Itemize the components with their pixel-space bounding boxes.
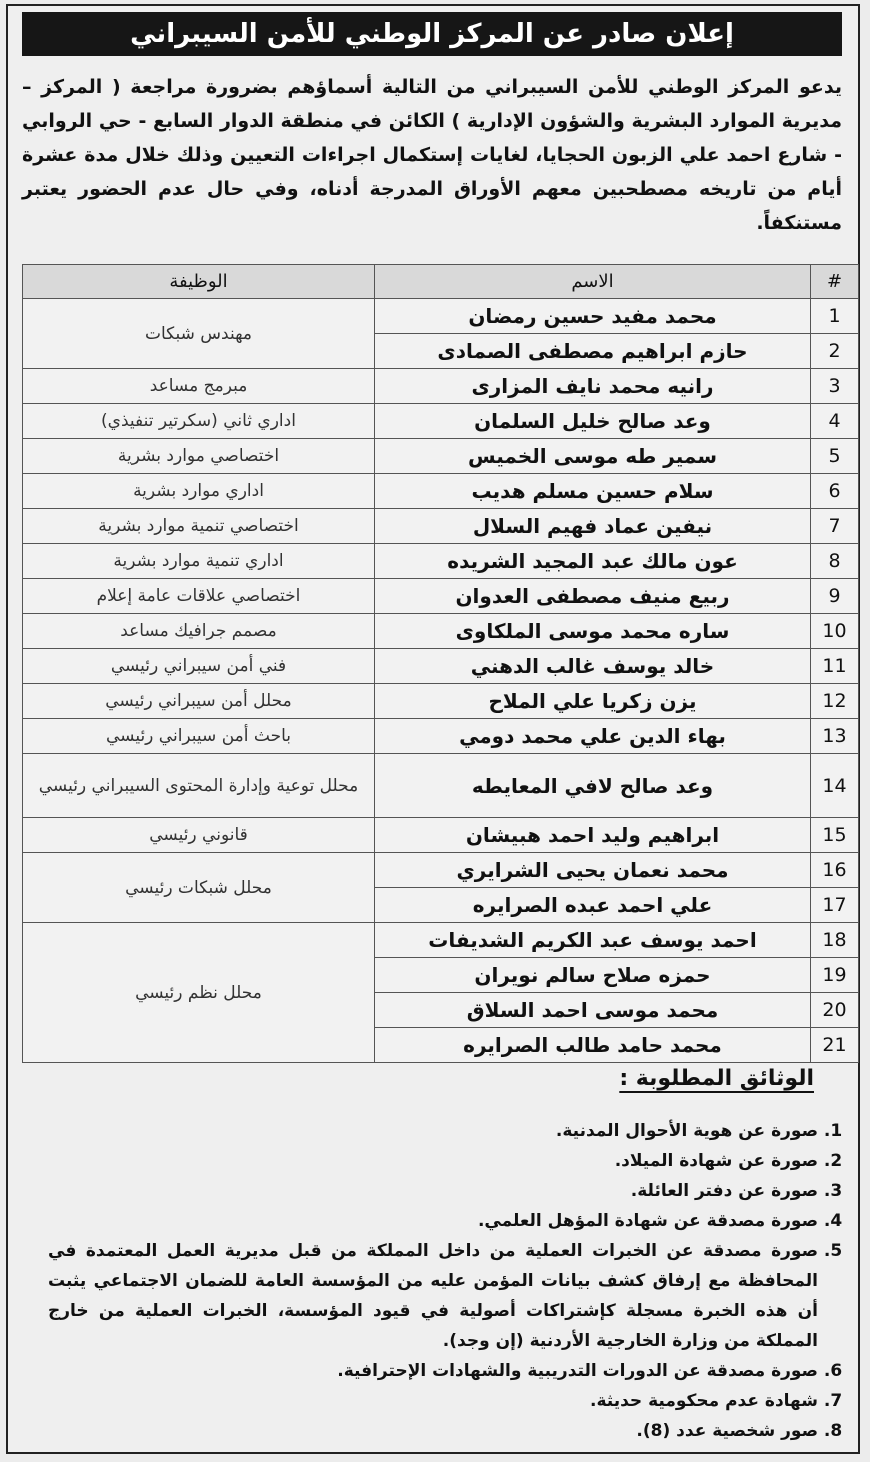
job-title: محلل توعية وإدارة المحتوى السيبراني رئيسي xyxy=(23,754,375,818)
candidate-name: محمد موسى احمد السلاق xyxy=(375,993,811,1028)
table-row xyxy=(23,853,859,888)
table-row xyxy=(23,754,859,818)
candidate-name: خالد يوسف غالب الدهني xyxy=(375,649,811,684)
candidate-name: سلام حسين مسلم هديب xyxy=(375,474,811,509)
table-row xyxy=(23,818,859,853)
job-title: محلل أمن سيبراني رئيسي xyxy=(23,684,375,719)
document-item: 8. صور شخصية عدد (8). xyxy=(48,1416,818,1446)
announcement-frame xyxy=(6,4,860,1454)
row-number: 10 xyxy=(811,614,859,649)
announcement-title: إعلان صادر عن المركز الوطني للأمن السيبراني xyxy=(22,12,842,56)
header-name: الاسم xyxy=(375,265,811,299)
document-item: 6. صورة مصدقة عن الدورات التدريبية والشهادات الإحترافية. xyxy=(48,1356,818,1386)
table-row xyxy=(23,509,859,544)
candidate-name: حازم ابراهيم مصطفى الصمادى xyxy=(375,334,811,369)
job-title: اختصاصي علاقات عامة إعلام xyxy=(23,579,375,614)
row-number: 14 xyxy=(811,754,859,818)
job-title: اختصاصي موارد بشرية xyxy=(23,439,375,474)
candidate-name: عون مالك عبد المجيد الشريده xyxy=(375,544,811,579)
row-number: 19 xyxy=(811,958,859,993)
row-number: 2 xyxy=(811,334,859,369)
table-row xyxy=(23,719,859,754)
candidate-name: يزن زكريا علي الملاح xyxy=(375,684,811,719)
document-item: 4. صورة مصدقة عن شهادة المؤهل العلمي. xyxy=(48,1206,818,1236)
table-row xyxy=(23,474,859,509)
candidate-name: ساره محمد موسى الملكاوى xyxy=(375,614,811,649)
row-number: 12 xyxy=(811,684,859,719)
job-title: اداري ثاني (سكرتير تنفيذي) xyxy=(23,404,375,439)
row-number: 8 xyxy=(811,544,859,579)
row-number: 1 xyxy=(811,299,859,334)
candidate-name: نيفين عماد فهيم السلال xyxy=(375,509,811,544)
row-number: 16 xyxy=(811,853,859,888)
job-title: مهندس شبكات xyxy=(23,299,375,369)
row-number: 15 xyxy=(811,818,859,853)
job-title: اداري موارد بشرية xyxy=(23,474,375,509)
job-title: اداري تنمية موارد بشرية xyxy=(23,544,375,579)
job-title: باحث أمن سيبراني رئيسي xyxy=(23,719,375,754)
row-number: 9 xyxy=(811,579,859,614)
table-row xyxy=(23,684,859,719)
job-title: فني أمن سيبراني رئيسي xyxy=(23,649,375,684)
job-title: قانوني رئيسي xyxy=(23,818,375,853)
table-row xyxy=(23,649,859,684)
header-number: # xyxy=(811,265,859,299)
job-title: محلل شبكات رئيسي xyxy=(23,853,375,923)
job-title: اختصاصي تنمية موارد بشرية xyxy=(23,509,375,544)
job-title: مصمم جرافيك مساعد xyxy=(23,614,375,649)
row-number: 4 xyxy=(811,404,859,439)
row-number: 7 xyxy=(811,509,859,544)
row-number: 18 xyxy=(811,923,859,958)
table-row xyxy=(23,614,859,649)
row-number: 13 xyxy=(811,719,859,754)
table-header-row xyxy=(23,265,859,299)
required-documents-title: الوثائق المطلوبة : xyxy=(619,1066,814,1091)
candidate-name: محمد مفيد حسين رمضان xyxy=(375,299,811,334)
table-row xyxy=(23,579,859,614)
candidate-name: ابراهيم وليد احمد هبيشان xyxy=(375,818,811,853)
row-number: 21 xyxy=(811,1028,859,1063)
row-number: 6 xyxy=(811,474,859,509)
row-number: 5 xyxy=(811,439,859,474)
candidate-name: رانيه محمد نايف المزارى xyxy=(375,369,811,404)
document-item: 1. صورة عن هوية الأحوال المدنية. xyxy=(48,1116,818,1146)
row-number: 17 xyxy=(811,888,859,923)
candidate-name: وعد صالح خليل السلمان xyxy=(375,404,811,439)
document-item: 2. صورة عن شهادة الميلاد. xyxy=(48,1146,818,1176)
table-row xyxy=(23,544,859,579)
job-title: محلل نظم رئيسي xyxy=(23,923,375,1063)
candidate-name: علي احمد عبده الصرايره xyxy=(375,888,811,923)
row-number: 11 xyxy=(811,649,859,684)
table-row xyxy=(23,439,859,474)
table-row xyxy=(23,404,859,439)
header-job: الوظيفة xyxy=(23,265,375,299)
row-number: 20 xyxy=(811,993,859,1028)
intro-paragraph: يدعو المركز الوطني للأمن السيبراني من التالية أسماؤهم بضرورة مراجعة ( المركز – مديرية الموارد البشرية والشؤون الإدارية ) الكائن في منطقة الدوار السابع - حي الروابي - شارع احمد علي الزبون الحجايا، لغايات إستكمال اجراءات التعيين وذلك خلال مدة عشرة أيام من تاريخه مصطحبين معهم الأوراق المدرجة أدناه، وفي حال عدم الحضور يعتبر مستنكفاً. xyxy=(22,76,842,234)
table-row xyxy=(23,299,859,334)
candidate-name: ربيع منيف مصطفى العدوان xyxy=(375,579,811,614)
document-item: 3. صورة عن دفتر العائلة. xyxy=(48,1176,818,1206)
candidate-name: حمزه صلاح سالم نويران xyxy=(375,958,811,993)
required-documents-list xyxy=(48,1116,844,1446)
table-row xyxy=(23,369,859,404)
document-item: 7. شهادة عدم محكومية حديثة. xyxy=(48,1386,818,1416)
candidate-name: سمير طه موسى الخميس xyxy=(375,439,811,474)
candidate-name: احمد يوسف عبد الكريم الشديفات xyxy=(375,923,811,958)
row-number: 3 xyxy=(811,369,859,404)
table-row xyxy=(23,923,859,958)
candidates-table xyxy=(22,264,859,1063)
candidate-name: محمد نعمان يحيى الشرايري xyxy=(375,853,811,888)
candidate-name: بهاء الدين علي محمد دومي xyxy=(375,719,811,754)
candidate-name: محمد حامد طالب الصرايره xyxy=(375,1028,811,1063)
job-title: مبرمج مساعد xyxy=(23,369,375,404)
candidate-name: وعد صالح لافي المعايطه xyxy=(375,754,811,818)
document-item: 5. صورة مصدقة عن الخبرات العملية من داخل المملكة من قبل مديرية العمل المعتمدة في المحافظة مع إرفاق كشف بيانات المؤمن عليه من المؤسسة العامة للضمان الاجتماعي يثبت أن هذه الخبرة مسجلة كإشتراكات أصولية في قيود المؤسسة، الخبرات العملية من خارج المملكة من وزارة الخارجية الأردنية (إن وجد). xyxy=(48,1236,818,1356)
